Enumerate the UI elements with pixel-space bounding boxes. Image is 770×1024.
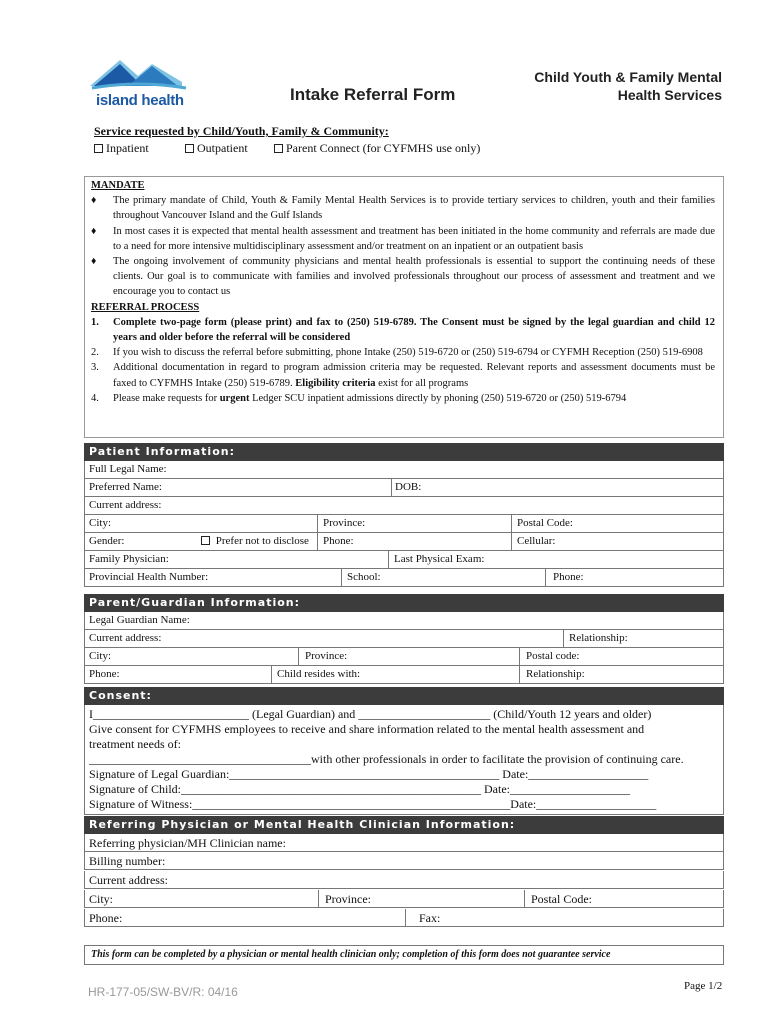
family-physician-label[interactable]: Family Physician: bbox=[89, 553, 169, 565]
referral-step-1: 1. Complete two-page form (please print) and fax to (250) 519-6789. The Consent must be signed by the legal guardian and child 12 years and older before the referral will be considered bbox=[91, 316, 715, 344]
patient-full-name-field[interactable] bbox=[84, 461, 724, 479]
province-label[interactable]: Province: bbox=[323, 517, 366, 529]
referral-step-1-text: Complete two-page form (please print) and fax to (250) 519-6789. The Consent must be signed by the legal guardian and child 12 years and older before the referral will be considered bbox=[113, 316, 715, 344]
eligibility-criteria-link[interactable]: Eligibility criteria bbox=[295, 377, 376, 389]
consent-header: Consent: bbox=[84, 687, 724, 705]
org-title-line1: Child Youth & Family Mental bbox=[534, 69, 722, 85]
org-title bbox=[470, 68, 722, 104]
referring-postal-label[interactable]: Postal Code: bbox=[531, 892, 593, 906]
consent-line-3: treatment needs of: bbox=[89, 737, 181, 751]
mountain-logo-icon bbox=[90, 52, 190, 94]
referring-row bbox=[84, 890, 724, 908]
referral-step-3-text: Additional documentation in regard to program admission criteria may be requested. Relevant reports and assessment documents must be faxed to CYFMHS Intake (250) 519-6789. bbox=[113, 362, 715, 389]
form-title: Intake Referral Form bbox=[290, 85, 456, 104]
patient-row bbox=[84, 479, 724, 497]
referral-step-2: 2. If you wish to discuss the referral before submitting, phone Intake (250) 519-6720 or (250) 519-6794 or CYFMH Reception (250) 519-6908 bbox=[91, 347, 703, 359]
dob-label[interactable]: DOB: bbox=[395, 481, 422, 493]
referral-step-4: 4. Please make requests for urgent Ledger SCU inpatient admissions directly by phoning (250) 519-6720 or (250) 519-6794 bbox=[91, 392, 627, 404]
patient-address-field[interactable] bbox=[84, 497, 724, 515]
prefer-not-option[interactable] bbox=[197, 533, 309, 550]
phn-label[interactable]: Provincial Health Number: bbox=[89, 571, 209, 583]
bullet-icon: ♦ bbox=[91, 225, 97, 237]
form-code: HR-177-05/SW-BV/R: 04/16 bbox=[88, 985, 238, 999]
guardian-relationship-label[interactable]: Relationship: bbox=[569, 632, 628, 644]
referring-fax-label[interactable]: Fax: bbox=[419, 911, 441, 925]
referring-province-label[interactable]: Province: bbox=[325, 892, 371, 906]
referring-phone-label[interactable]: Phone: bbox=[89, 911, 123, 925]
billing-label: Billing number: bbox=[89, 854, 166, 868]
referral-step-2-text: If you wish to discuss the referral before submitting, phone Intake (250) 519-6720 or (250) 519-6794 or CYFMH Reception (250) 519-6908 bbox=[113, 347, 703, 359]
referral-step-3-end: exist for all programs bbox=[378, 377, 469, 389]
guardian-city-label[interactable]: City: bbox=[89, 650, 112, 662]
preferred-name-label[interactable]: Preferred Name: bbox=[89, 481, 162, 493]
referring-name-field[interactable] bbox=[84, 834, 724, 852]
guardian-address-label[interactable]: Current address: bbox=[89, 632, 162, 644]
guardian-province-label[interactable]: Province: bbox=[305, 650, 348, 662]
mandate-bullet bbox=[91, 224, 715, 254]
phone-label[interactable]: Phone: bbox=[323, 535, 354, 547]
inpatient-checkbox[interactable] bbox=[94, 144, 103, 153]
full-name-label: Full Legal Name: bbox=[89, 463, 167, 475]
referring-address-field[interactable] bbox=[84, 871, 724, 889]
prefer-not-label: Prefer not to disclose bbox=[215, 535, 309, 547]
referral-process-heading: REFERRAL PROCESS bbox=[91, 301, 200, 313]
referral-step-3: 3. Additional documentation in regard to program admission criteria may be requested. Relevant reports and assessment documents must be faxed to CYFMHS Intake (250) 519-6789. Eligibility criteria exist for all programs bbox=[91, 362, 715, 389]
inpatient-label: Inpatient bbox=[106, 141, 149, 155]
mandate-box bbox=[84, 176, 724, 438]
patient-info-header: Patient Information: bbox=[84, 443, 724, 461]
gender-label[interactable]: Gender: bbox=[89, 535, 125, 547]
guardian-signature-line[interactable]: Signature of Legal Guardian:_____________________________________________ Date:____________________ bbox=[89, 767, 649, 781]
patient-row bbox=[84, 515, 724, 533]
outpatient-label: Outpatient bbox=[197, 141, 248, 155]
patient-row bbox=[84, 533, 724, 551]
referral-step-4-end: Ledger SCU inpatient admissions directly by phoning (250) 519-6720 or (250) 519-6794 bbox=[252, 392, 627, 404]
org-title-line2: Health Services bbox=[617, 87, 722, 103]
footer-disclaimer: This form can be completed by a physician or mental health clinician only; completion of this form does not guarantee service bbox=[84, 945, 724, 965]
child-resides-label[interactable]: Child resides with: bbox=[277, 668, 361, 680]
child-signature-line[interactable]: Signature of Child:__________________________________________________ Date:____________________ bbox=[89, 782, 630, 796]
mandate-bullet bbox=[91, 254, 715, 300]
outpatient-option[interactable] bbox=[185, 141, 248, 156]
guardian-row bbox=[84, 630, 724, 648]
postal-code-label[interactable]: Postal Code: bbox=[517, 517, 573, 529]
consent-line-2: Give consent for CYFMHS employees to receive and share information related to the mental health assessment and bbox=[89, 722, 645, 736]
school-label[interactable]: School: bbox=[347, 571, 381, 583]
address-label: Current address: bbox=[89, 499, 162, 511]
patient-row bbox=[84, 569, 724, 587]
witness-signature-line[interactable]: Signature of Witness:_____________________________________________________Date:____________________ bbox=[89, 797, 657, 811]
school-phone-label[interactable]: Phone: bbox=[553, 571, 584, 583]
consent-box bbox=[84, 705, 724, 815]
guardian-name-label: Legal Guardian Name: bbox=[89, 614, 190, 626]
parent-connect-checkbox[interactable] bbox=[274, 144, 283, 153]
consent-line-1[interactable]: I__________________________ (Legal Guardian) and ______________________ (Child/Youth 12 years and older) bbox=[89, 707, 652, 721]
city-label[interactable]: City: bbox=[89, 517, 112, 529]
bullet-icon: ♦ bbox=[91, 195, 97, 207]
guardian-postal-label[interactable]: Postal code: bbox=[526, 650, 580, 662]
parent-connect-option[interactable] bbox=[274, 141, 480, 156]
patient-row bbox=[84, 551, 724, 569]
mandate-heading: MANDATE bbox=[91, 180, 145, 191]
prefer-not-checkbox[interactable] bbox=[201, 536, 210, 545]
parent-connect-label: Parent Connect (for CYFMHS use only) bbox=[286, 141, 481, 155]
island-health-logo bbox=[90, 52, 190, 112]
guardian-row bbox=[84, 648, 724, 666]
urgent-text: urgent bbox=[219, 392, 250, 404]
cellular-label[interactable]: Cellular: bbox=[517, 535, 556, 547]
last-exam-label[interactable]: Last Physical Exam: bbox=[394, 553, 485, 565]
child-relationship-label[interactable]: Relationship: bbox=[526, 668, 585, 680]
referring-city-label[interactable]: City: bbox=[89, 892, 114, 906]
billing-number-field[interactable] bbox=[84, 852, 724, 870]
referring-row bbox=[84, 909, 724, 927]
referring-address-label: Current address: bbox=[89, 873, 168, 887]
referring-name-label: Referring physician/MH Clinician name: bbox=[89, 836, 286, 850]
referring-info-header: Referring Physician or Mental Health Clinician Information: bbox=[84, 816, 724, 834]
guardian-phone-label[interactable]: Phone: bbox=[89, 668, 120, 680]
mandate-bullet-text: In most cases it is expected that mental health assessment and treatment has been initiated in the home community and referrals are made due to a need for more intensive multidisciplinary assessment and/or treatment on an inpatient or an outpatient basis bbox=[113, 225, 715, 252]
guardian-row bbox=[84, 666, 724, 684]
mandate-bullet-text: The ongoing involvement of community physicians and mental health professionals is essential to support the continuing needs of these clients. Our goal is to communicate with families and involved professionals throughout our process of assessment and treatment and we encourage you to contact us bbox=[113, 256, 715, 298]
service-requested-label: Service requested by Child/Youth, Family & Community: bbox=[94, 124, 389, 138]
inpatient-option[interactable] bbox=[94, 141, 149, 156]
guardian-name-field[interactable] bbox=[84, 612, 724, 630]
page-number: Page 1/2 bbox=[684, 980, 723, 992]
guardian-info-header: Parent/Guardian Information: bbox=[84, 594, 724, 612]
bullet-icon: ♦ bbox=[91, 256, 97, 268]
consent-line-4[interactable]: _____________________________________with other professionals in order to facilitate the provision of continuing care. bbox=[89, 752, 684, 766]
mandate-bullet-text: The primary mandate of Child, Youth & Family Mental Health Services is to provide tertiary services to children, youth and their families throughout Vancouver Island and the Gulf Islands bbox=[113, 195, 715, 222]
outpatient-checkbox[interactable] bbox=[185, 144, 194, 153]
referral-step-4-text: Please make requests for bbox=[113, 392, 218, 404]
mandate-bullet bbox=[91, 193, 715, 223]
logo-text: island health bbox=[96, 92, 184, 109]
